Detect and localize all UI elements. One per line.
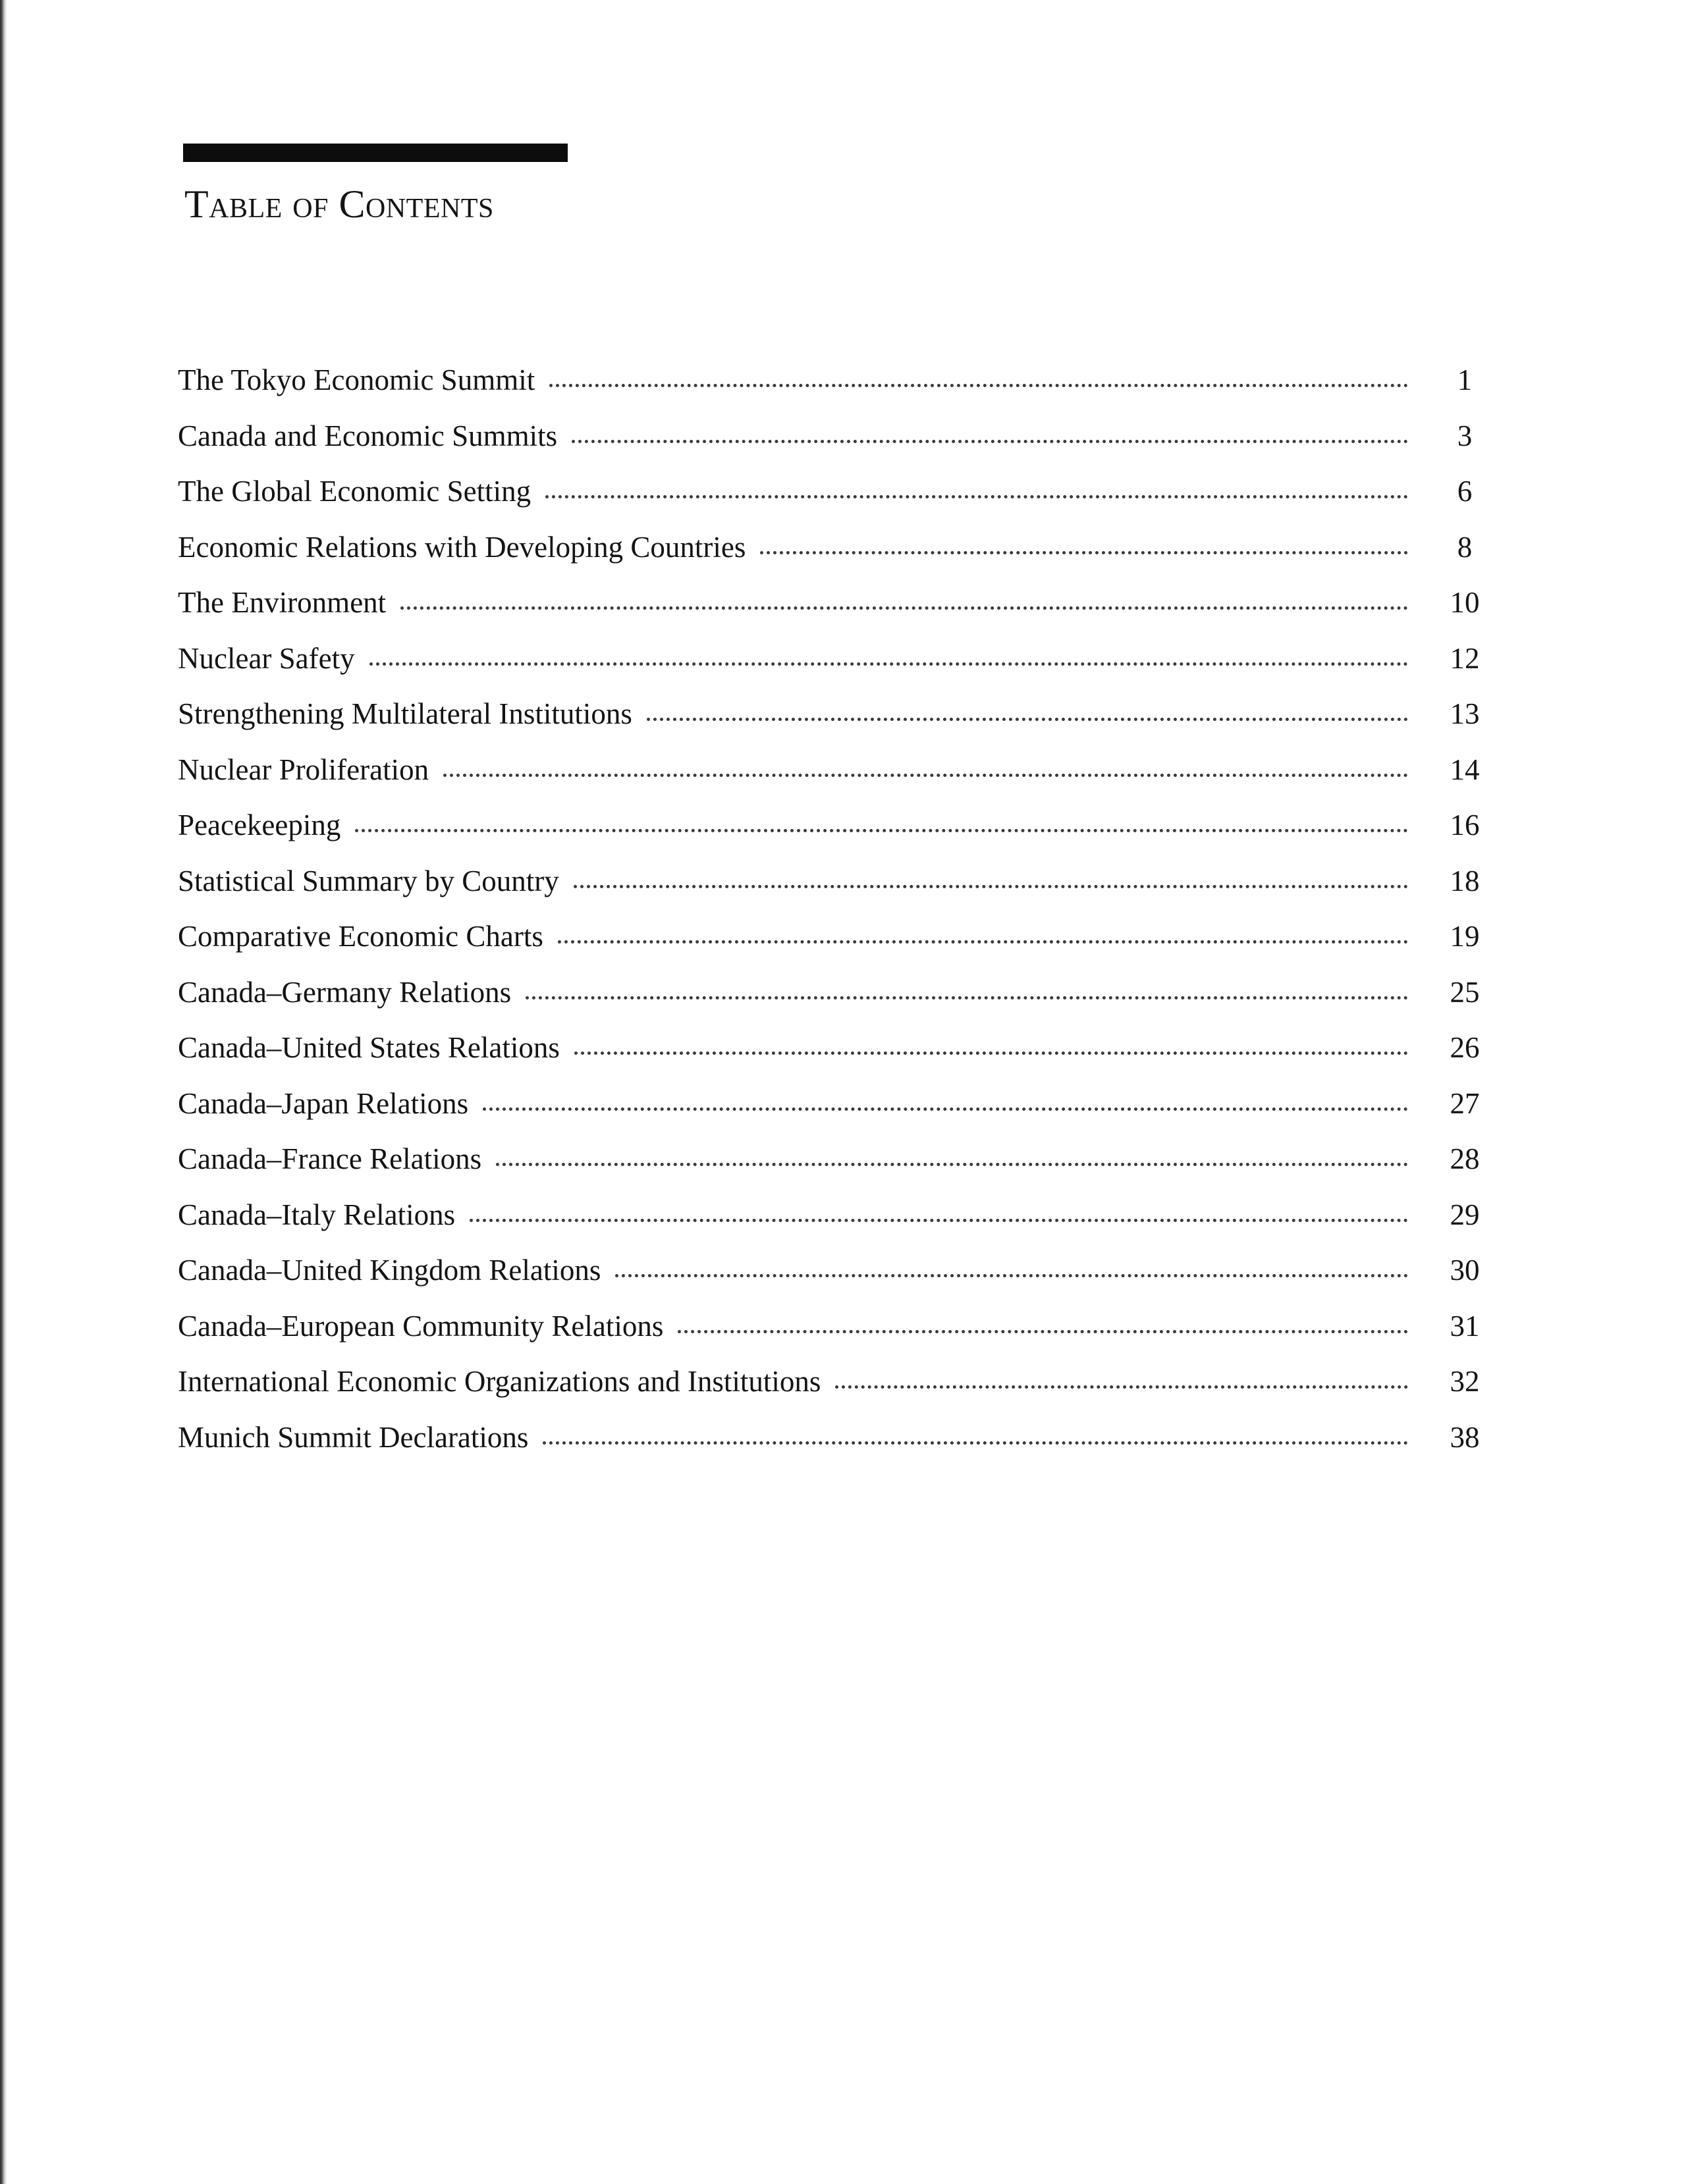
toc-entry-title: Canada–European Community Relations <box>178 1309 664 1343</box>
toc-entry-page-number: 16 <box>1450 809 1480 841</box>
toc-entry-page-number: 18 <box>1450 864 1480 897</box>
toc-entry <box>178 1131 1488 1187</box>
dot-leader <box>835 1385 1408 1389</box>
dot-leader <box>543 1441 1408 1445</box>
toc-entry <box>178 1187 1488 1243</box>
toc-entry <box>178 797 1488 853</box>
toc-entry <box>178 408 1488 464</box>
toc-entry-title: Peacekeeping <box>178 809 341 841</box>
toc-entry <box>178 519 1488 575</box>
toc-entry-title: Comparative Economic Charts <box>178 920 543 953</box>
toc-entry <box>178 1354 1488 1410</box>
toc-entry-page-number: 32 <box>1450 1365 1480 1398</box>
dot-leader <box>572 440 1408 443</box>
toc-entry-title: Economic Relations with Developing Countries <box>178 530 746 564</box>
toc-entry <box>178 909 1488 965</box>
dot-leader <box>545 495 1408 498</box>
toc-entry-page-number: 10 <box>1450 586 1480 619</box>
toc-entry <box>178 1242 1488 1298</box>
toc-entry-page-number: 19 <box>1450 920 1480 953</box>
toc-entry-page-number: 12 <box>1450 641 1480 675</box>
page-title: Table of Contents <box>184 182 494 226</box>
toc-entry-title: Canada–Germany Relations <box>178 975 512 1009</box>
toc-entry-page-number: 26 <box>1450 1031 1480 1064</box>
toc-entry-page-number: 31 <box>1450 1309 1480 1343</box>
toc-entry <box>178 1410 1488 1466</box>
toc-entry-title: The Environment <box>178 586 387 619</box>
toc-entry-title: Canada–United Kingdom Relations <box>178 1254 601 1287</box>
dot-leader <box>549 384 1408 387</box>
toc-entry-title: Canada–Italy Relations <box>178 1198 456 1231</box>
dot-leader <box>760 551 1408 554</box>
toc-entry-page-number: 30 <box>1450 1254 1480 1287</box>
dot-leader <box>369 662 1408 666</box>
header-rule <box>183 144 568 162</box>
toc-entry <box>178 853 1488 909</box>
toc-entry-title: Munich Summit Declarations <box>178 1420 529 1454</box>
dot-leader <box>558 940 1408 944</box>
toc-entry-page-number: 27 <box>1450 1086 1480 1120</box>
toc-entry <box>178 686 1488 742</box>
binding-edge <box>0 0 7 2184</box>
toc-entry-title: The Global Economic Setting <box>178 475 531 508</box>
toc-entry <box>178 965 1488 1021</box>
toc-entry-page-number: 3 <box>1457 419 1473 452</box>
toc-entry-title: International Economic Organizations and Institutions <box>178 1365 821 1398</box>
toc-entry <box>178 1076 1488 1132</box>
toc-entry-page-number: 8 <box>1457 530 1473 564</box>
dot-leader <box>470 1219 1408 1222</box>
toc-entry-title: Strengthening Multilateral Institutions <box>178 697 632 730</box>
toc-entry-title: Canada–France Relations <box>178 1142 482 1175</box>
toc-entry-title: Statistical Summary by Country <box>178 864 559 897</box>
table-of-contents <box>178 352 1488 1465</box>
toc-entry-page-number: 13 <box>1450 697 1480 730</box>
dot-leader <box>400 606 1408 610</box>
toc-entry-page-number: 38 <box>1450 1420 1480 1454</box>
dot-leader <box>443 774 1408 777</box>
toc-entry-page-number: 14 <box>1450 753 1480 786</box>
toc-entry <box>178 742 1488 798</box>
dot-leader <box>574 885 1408 888</box>
toc-entry <box>178 631 1488 687</box>
toc-entry-title: The Tokyo Economic Summit <box>178 363 535 396</box>
toc-entry <box>178 1298 1488 1354</box>
toc-entry-page-number: 25 <box>1450 975 1480 1009</box>
toc-entry-page-number: 28 <box>1450 1142 1480 1175</box>
dot-leader <box>678 1330 1408 1333</box>
toc-entry-page-number: 6 <box>1457 475 1473 508</box>
dot-leader <box>355 829 1408 832</box>
dot-leader <box>615 1274 1408 1277</box>
toc-entry-title: Canada–United States Relations <box>178 1031 560 1064</box>
toc-entry <box>178 464 1488 519</box>
toc-entry-title: Canada and Economic Summits <box>178 419 558 452</box>
dot-leader <box>647 718 1408 721</box>
toc-entry-title: Nuclear Proliferation <box>178 753 429 786</box>
toc-entry-title: Canada–Japan Relations <box>178 1086 469 1120</box>
toc-entry <box>178 352 1488 408</box>
toc-entry <box>178 575 1488 631</box>
dot-leader <box>496 1163 1408 1166</box>
toc-entry <box>178 1020 1488 1076</box>
dot-leader <box>526 996 1408 999</box>
toc-entry-page-number: 1 <box>1457 363 1473 396</box>
dot-leader <box>483 1107 1408 1111</box>
dot-leader <box>574 1052 1408 1055</box>
toc-entry-page-number: 29 <box>1450 1198 1480 1231</box>
toc-entry-title: Nuclear Safety <box>178 641 355 675</box>
